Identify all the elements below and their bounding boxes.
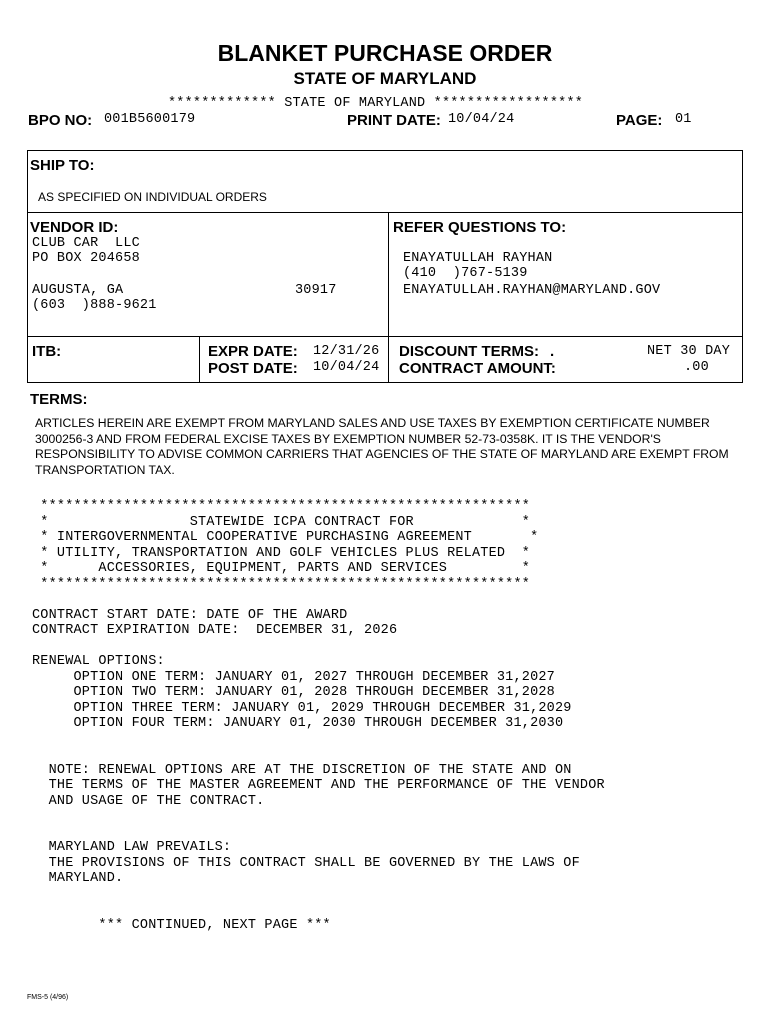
- body-line: [32, 639, 605, 655]
- divider-vendor-itb: [27, 336, 743, 337]
- discount-terms-label: DISCOUNT TERMS:: [399, 343, 539, 360]
- terms-label: TERMS:: [30, 391, 88, 408]
- refer-phone: (410 )767-5139: [403, 266, 528, 281]
- body-line: * ACCESSORIES, EQUIPMENT, PARTS AND SERVICES *: [32, 561, 531, 576]
- discount-terms-dot: .: [550, 343, 555, 360]
- body-line: MARYLAND LAW PREVAILS:: [32, 840, 232, 855]
- contract-amount-label: CONTRACT AMOUNT:: [399, 360, 556, 377]
- body-line: CONTRACT EXPIRATION DATE: DECEMBER 31, 2026: [32, 623, 398, 638]
- print-date-label: PRINT DATE:: [347, 112, 441, 129]
- expr-date-value: 12/31/26: [313, 344, 380, 359]
- body-line: THE PROVISIONS OF THIS CONTRACT SHALL BE GOVERNED BY THE LAWS OF: [32, 855, 580, 871]
- page-value: 01: [675, 112, 692, 127]
- banner-line: ************* STATE OF MARYLAND ******************: [168, 96, 584, 111]
- body-line: [32, 732, 605, 748]
- body-line: [32, 887, 605, 903]
- vendor-name: CLUB CAR LLC: [32, 236, 140, 251]
- refer-label: REFER QUESTIONS TO:: [393, 219, 567, 236]
- body-line: AND USAGE OF THE CONTRACT.: [32, 793, 265, 809]
- body-line: [32, 747, 605, 763]
- discount-terms-value: NET 30 DAY: [647, 344, 731, 359]
- body-line: ***********************************************************: [32, 499, 531, 514]
- refer-name: ENAYATULLAH RAYHAN: [403, 251, 553, 266]
- refer-email: ENAYATULLAH.RAYHAN@MARYLAND.GOV: [403, 283, 661, 298]
- body-line: NOTE: RENEWAL OPTIONS ARE AT THE DISCRETION OF THE STATE AND ON: [32, 762, 572, 778]
- vendor-zip: 30917: [295, 283, 337, 298]
- post-date-value: 10/04/24: [313, 360, 380, 375]
- body-line: [32, 809, 605, 825]
- body-line: [32, 902, 605, 918]
- body-line: ***********************************************************: [32, 576, 531, 592]
- expr-date-label: EXPR DATE:: [208, 343, 298, 360]
- body-line: OPTION FOUR TERM: JANUARY 01, 2030 THROUGH DECEMBER 31,2030: [32, 716, 564, 731]
- body-line: * INTERGOVERNMENTAL COOPERATIVE PURCHASING AGREEMENT *: [32, 530, 539, 545]
- post-date-label: POST DATE:: [208, 360, 298, 377]
- body-line: OPTION ONE TERM: JANUARY 01, 2027 THROUGH DECEMBER 31,2027: [32, 669, 555, 685]
- body-line: * STATEWIDE ICPA CONTRACT FOR *: [32, 514, 531, 530]
- body-line: CONTRACT START DATE: DATE OF THE AWARD: [32, 607, 348, 623]
- body-line: THE TERMS OF THE MASTER AGREEMENT AND THE PERFORMANCE OF THE VENDOR: [32, 778, 605, 793]
- vendor-id-label: VENDOR ID:: [30, 219, 119, 236]
- body-line: [32, 592, 605, 608]
- body-line: RENEWAL OPTIONS:: [32, 654, 165, 669]
- vendor-phone: (603 )888-9621: [32, 298, 157, 313]
- document-title: BLANKET PURCHASE ORDER: [217, 40, 553, 66]
- vendor-city-state: AUGUSTA, GA: [32, 283, 124, 298]
- terms-text: ARTICLES HEREIN ARE EXEMPT FROM MARYLAND SALES AND USE TAXES BY EXEMPTION CERTIFICATE NUMBER 3000256-3 AND FROM FEDERAL EXCISE TAXES BY EXEMPTION NUMBER 52-73-0358K. IT IS THE VENDOR'S RESPONSIBILITY TO ADVISE COMMON CARRIERS THAT AGENCIES OF THE STATE OF MARYLAND ARE EXEMPT FROM TRANSPORTATION TAX.: [35, 416, 729, 477]
- print-date-value: 10/04/24: [448, 112, 515, 127]
- bpo-label: BPO NO:: [28, 112, 93, 129]
- body-line: [32, 825, 605, 841]
- page-label: PAGE:: [616, 112, 663, 129]
- ship-to-value: AS SPECIFIED ON INDIVIDUAL ORDERS: [38, 190, 267, 204]
- itb-label: ITB:: [32, 343, 62, 360]
- ship-to-label: SHIP TO:: [30, 157, 95, 174]
- vendor-address: PO BOX 204658: [32, 251, 140, 266]
- body-line: OPTION THREE TERM: JANUARY 01, 2029 THROUGH DECEMBER 31,2029: [32, 700, 572, 716]
- divider-itb-dates: [199, 336, 200, 383]
- document-subtitle: STATE OF MARYLAND: [293, 69, 477, 88]
- divider-vendor-refer: [388, 212, 389, 383]
- contract-amount-value: .00: [684, 360, 709, 375]
- body-line: * UTILITY, TRANSPORTATION AND GOLF VEHICLES PLUS RELATED *: [32, 545, 531, 561]
- divider-ship-vendor: [27, 212, 743, 213]
- bpo-number: 001B5600179: [104, 112, 196, 127]
- contract-body: [32, 499, 605, 933]
- form-id: FMS-5 (4/96): [27, 994, 69, 1001]
- body-line: MARYLAND.: [32, 871, 124, 886]
- body-line: OPTION TWO TERM: JANUARY 01, 2028 THROUGH DECEMBER 31,2028: [32, 685, 555, 700]
- body-line: *** CONTINUED, NEXT PAGE ***: [32, 917, 331, 933]
- info-box: [27, 150, 743, 383]
